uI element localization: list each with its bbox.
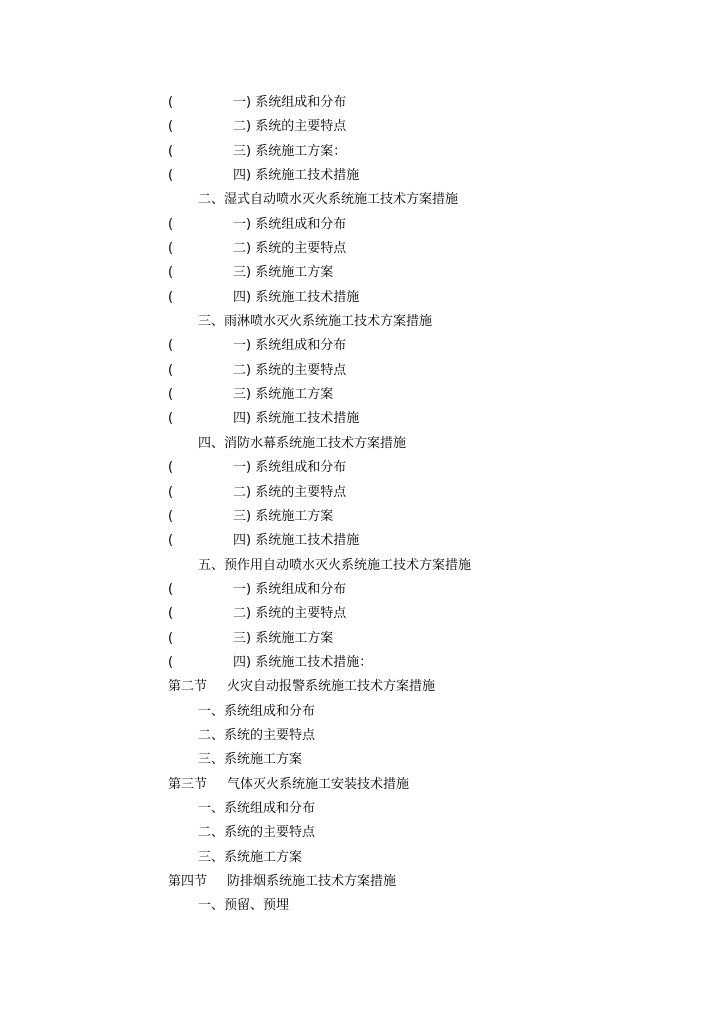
toc-item-text: 一、预留、预埋 [198,898,290,914]
toc-item-text: 五、预作用自动喷水灭火系统施工技术方案措施 [198,557,472,573]
toc-subitem-text: 四) 系统施工技术措施： [233,654,373,670]
toc-subitem-paren: ( [168,630,174,646]
toc-subitem [0,140,724,164]
toc-subitem-text: 二) 系统的主要特点 [233,484,347,500]
toc-subitem-paren: ( [168,654,174,670]
toc-subitem-text: 一) 系统组成和分布 [233,581,347,597]
toc-subitem [0,481,724,505]
toc-section [0,870,724,894]
toc-subitem-paren: ( [168,460,174,476]
toc-subitem-text: 三) 系统施工方案 [233,265,334,281]
toc-section-title: 防排烟系统施工技术方案措施 [227,874,397,889]
toc-item [0,797,724,821]
toc-item-text: 二、系统的主要特点 [198,825,316,841]
toc-subitem-paren: ( [168,338,174,354]
toc-subitem-paren: ( [168,581,174,597]
toc-subitem-text: 四) 系统施工技术措施 [233,168,360,184]
toc-item [0,748,724,772]
toc-subitem [0,602,724,626]
toc-subitem-text: 四) 系统施工技术措施 [233,411,360,427]
toc-item [0,554,724,578]
toc-item-text: 二、湿式自动喷水灭火系统施工技术方案措施 [198,192,459,208]
toc-subitem-paren: ( [168,265,174,281]
toc-item-text: 三、系统施工方案 [198,849,303,865]
toc-subitem [0,237,724,261]
toc-subitem-text: 二) 系统的主要特点 [233,606,347,622]
toc-item [0,188,724,212]
toc-item-text: 二、系统的主要特点 [198,727,316,743]
toc-subitem [0,529,724,553]
toc-subitem [0,383,724,407]
toc-subitem [0,359,724,383]
toc-subitem [0,115,724,139]
toc-item [0,432,724,456]
toc-subitem [0,505,724,529]
toc-subitem-paren: ( [168,362,174,378]
toc-subitem-text: 三) 系统施工方案 [233,387,334,403]
toc-subitem [0,164,724,188]
toc-item-text: 一、系统组成和分布 [198,800,316,816]
toc-subitem-text: 三) 系统施工方案 [233,508,334,524]
toc-section-label: 第四节 [168,874,208,889]
toc-subitem [0,651,724,675]
toc-subitem [0,334,724,358]
toc-subitem-paren: ( [168,168,174,184]
toc-subitem-paren: ( [168,119,174,135]
toc-section-title: 气体灭火系统施工安装技术措施 [227,776,410,792]
toc-item-text: 三、系统施工方案 [198,752,303,768]
toc-item [0,894,724,918]
table-of-contents [0,91,724,919]
toc-item [0,310,724,334]
toc-subitem-paren: ( [168,241,174,257]
toc-section [0,773,724,797]
toc-subitem [0,261,724,285]
toc-subitem-text: 一) 系统组成和分布 [233,338,347,354]
toc-item-text: 四、消防水幕系统施工技术方案措施 [198,435,407,451]
toc-subitem [0,627,724,651]
toc-subitem-text: 三) 系统施工方案： [233,143,347,159]
toc-subitem-text: 二) 系统的主要特点 [233,241,347,257]
toc-item [0,846,724,870]
toc-item [0,700,724,724]
toc-subitem-text: 一) 系统组成和分布 [233,460,347,476]
toc-subitem [0,578,724,602]
toc-subitem-paren: ( [168,606,174,622]
toc-subitem-paren: ( [168,289,174,305]
toc-subitem-text: 二) 系统的主要特点 [233,119,347,135]
toc-subitem [0,407,724,431]
toc-subitem [0,213,724,237]
toc-subitem-text: 二) 系统的主要特点 [233,362,347,378]
toc-subitem-text: 四) 系统施工技术措施 [233,533,360,549]
toc-section-label: 第三节 [168,776,208,792]
toc-item-text: 三、雨淋喷水灭火系统施工技术方案措施 [198,314,433,330]
toc-subitem-paren: ( [168,484,174,500]
toc-subitem-paren: ( [168,387,174,403]
toc-subitem-paren: ( [168,411,174,427]
toc-item [0,724,724,748]
toc-subitem-text: 一) 系统组成和分布 [233,216,347,232]
toc-section-title: 火灾自动报警系统施工技术方案措施 [227,679,436,695]
toc-item-text: 一、系统组成和分布 [198,703,316,719]
toc-section [0,675,724,699]
toc-subitem-text: 四) 系统施工技术措施 [233,289,360,305]
toc-subitem [0,456,724,480]
toc-subitem-paren: ( [168,95,174,110]
toc-subitem-paren: ( [168,533,174,549]
toc-subitem-text: 一) 系统组成和分布 [233,95,347,110]
toc-subitem [0,286,724,310]
toc-subitem-text: 三) 系统施工方案 [233,630,334,646]
toc-subitem-paren: ( [168,508,174,524]
toc-subitem-paren: ( [168,216,174,232]
toc-subitem [0,91,724,115]
toc-section-label: 第二节 [168,679,208,695]
toc-subitem-paren: ( [168,143,174,159]
toc-item [0,821,724,845]
